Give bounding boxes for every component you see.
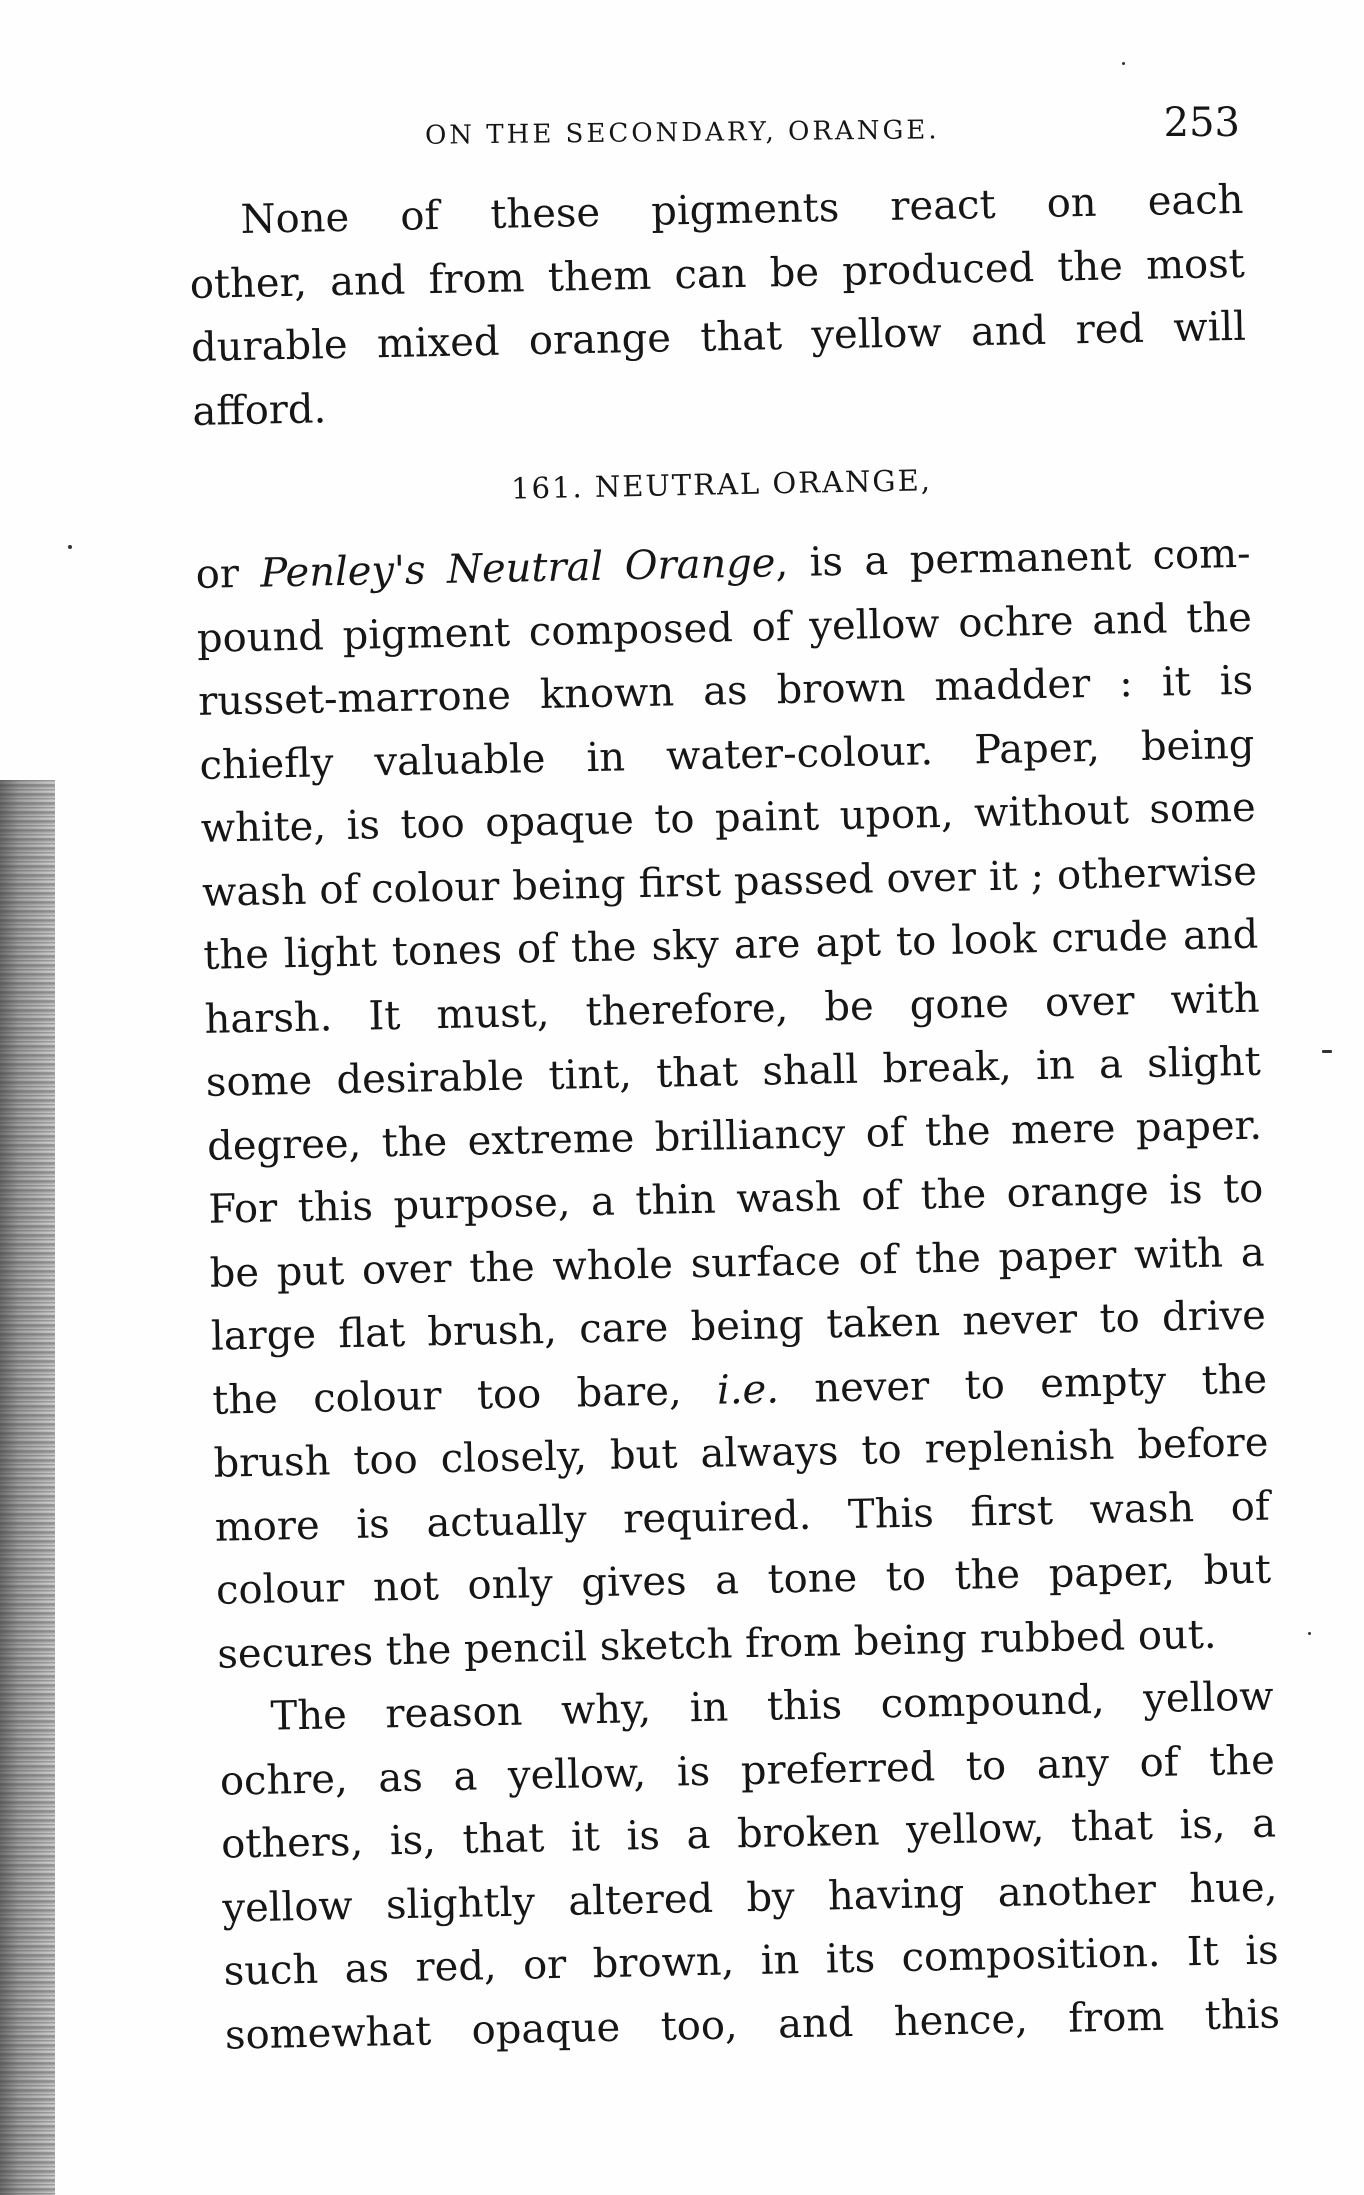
text-line: the light tones of the sky are apt to look crude and xyxy=(202,911,1259,979)
text-line: colour not only gives a tone to the paper, but xyxy=(215,1546,1272,1614)
abbreviation: i.e. xyxy=(716,1365,780,1414)
text-line: yellow slightly altered by having another hue, xyxy=(222,1863,1278,1932)
text-line: brush too closely, but always to replenish before xyxy=(213,1419,1269,1487)
intro-paragraph xyxy=(188,169,1248,444)
text-line: afford. xyxy=(191,385,327,435)
text-line: durable mixed orange that yellow and red will xyxy=(190,303,1247,371)
text-line: other, and from them can be produced the most xyxy=(189,240,1246,308)
running-head xyxy=(190,100,1250,160)
section-paragraph-2 xyxy=(218,1666,1280,2068)
pigment-name: Penley's Neutral Orange xyxy=(259,540,776,597)
line-suffix: never to empty the xyxy=(778,1356,1268,1412)
text-line: ochre, as a yellow, is preferred to any of the xyxy=(219,1737,1276,1805)
text-line: russet-marrone known as brown madder : it is xyxy=(197,657,1254,725)
section-paragraph-1 xyxy=(195,523,1273,1687)
section-heading: 161. NEUTRAL ORANGE, xyxy=(510,463,933,506)
running-title: ON THE SECONDARY, ORANGE. xyxy=(424,115,940,151)
text-line: secures the pencil sketch from being rubbed out. xyxy=(216,1611,1217,1678)
text-line: more is actually required. This first wash of xyxy=(214,1483,1271,1551)
text-line: white, is too opaque to paint upon, without some xyxy=(200,784,1257,852)
paper-speck xyxy=(1322,1050,1332,1053)
paper-speck xyxy=(68,545,72,549)
binding-gutter-shadow xyxy=(0,780,55,2195)
paper-speck xyxy=(1122,62,1125,65)
text-line: be put over the whole surface of the paper with a xyxy=(209,1229,1265,1297)
text-line: some desirable tint, that shall break, in a slight xyxy=(205,1038,1262,1106)
line-prefix: or xyxy=(195,550,261,598)
text-line: harsh. It must, therefore, be gone over with xyxy=(204,975,1260,1043)
line-prefix: the colour too bare, xyxy=(211,1367,718,1424)
text-line: large flat brush, care being taken never to drive xyxy=(210,1292,1267,1360)
body-text xyxy=(188,169,1280,2068)
text-line: such as red, or brown, in its composition. It is xyxy=(223,1927,1280,1995)
text-line: pound pigment composed of yellow ochre and the xyxy=(196,594,1253,662)
text-line: chiefly valuable in water-colour. Paper, being xyxy=(199,721,1255,789)
text-line: others, is, that it is a broken yellow, that is, a xyxy=(220,1800,1277,1868)
text-line: degree, the extreme brilliancy of the mere paper. xyxy=(206,1102,1263,1170)
text-line: wash of colour being first passed over it ; otherwise xyxy=(201,848,1258,916)
paper-speck xyxy=(1308,1632,1311,1635)
line-suffix: , is a permanent com- xyxy=(774,530,1251,587)
text-line: somewhat opaque too, and hence, from this xyxy=(224,1990,1281,2059)
text-line: The reason why, in this compound, yellow xyxy=(270,1673,1274,1740)
text-line: None of these pigments react on each xyxy=(240,176,1244,243)
page-number: 253 xyxy=(1163,100,1240,146)
text-line: For this purpose, a thin wash of the orange is to xyxy=(208,1165,1264,1233)
